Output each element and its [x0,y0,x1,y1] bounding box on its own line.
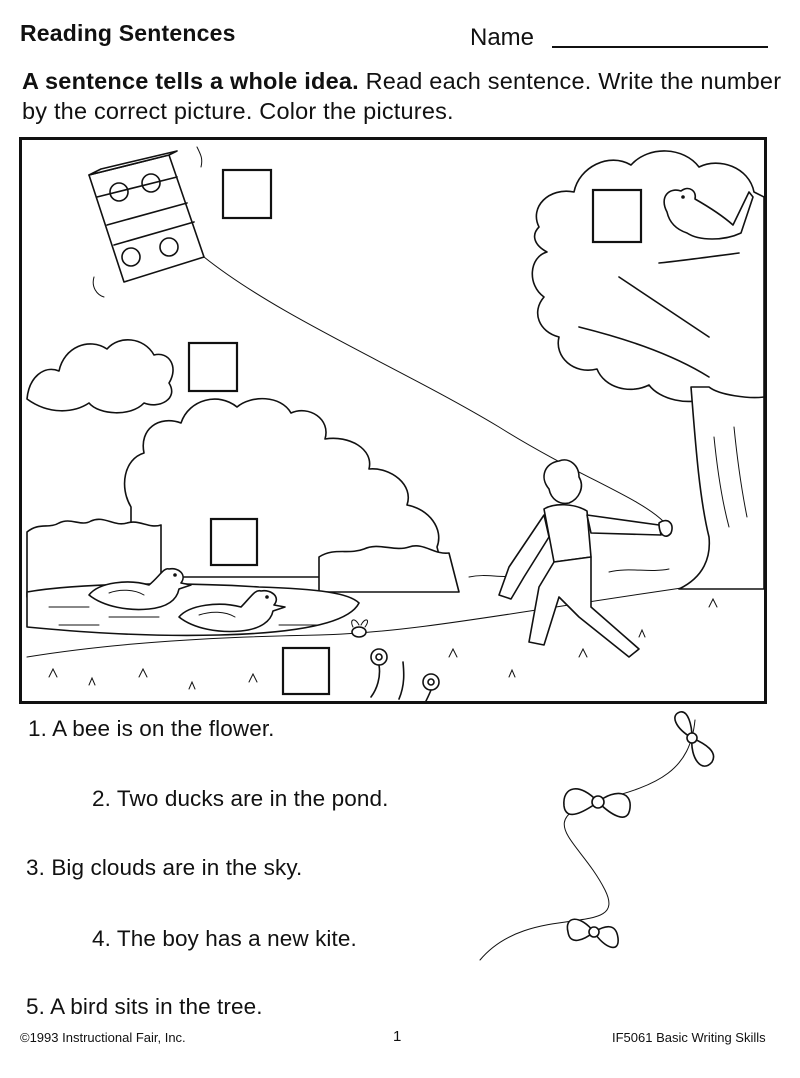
answer-box-clouds[interactable] [189,343,237,391]
product-code: IF5061 Basic Writing Skills [612,1030,766,1045]
name-label: Name [470,24,535,51]
answer-box-ducks[interactable] [211,519,257,565]
instructions-bold: A sentence tells a whole idea. [22,68,359,94]
sentence-1: 1. A bee is on the flower. [28,716,275,741]
answer-box-bee[interactable] [283,648,329,694]
bow-1 [675,712,714,766]
answer-box-bird[interactable] [593,190,641,242]
answer-box-kite[interactable] [223,170,271,218]
sentence-4: 4. The boy has a new kite. [92,926,357,951]
instructions-text: Read each sentence. Write the number by the correct picture. Color the pictures. [22,68,782,124]
sentence-5: 5. A bird sits in the tree. [26,994,263,1019]
scene-illustration [19,137,767,704]
bow-3 [567,919,618,947]
page-number: 1 [393,1028,402,1045]
sentence-2: 2. Two ducks are in the pond. [92,786,389,811]
name-write-line[interactable] [552,46,768,48]
instructions [22,66,782,126]
kite-tail-bows [470,710,730,990]
copyright: ©1993 Instructional Fair, Inc. [20,1030,186,1045]
page-title: Reading Sentences [20,20,236,46]
sentence-3: 3. Big clouds are in the sky. [26,855,303,880]
bow-2 [564,789,630,817]
